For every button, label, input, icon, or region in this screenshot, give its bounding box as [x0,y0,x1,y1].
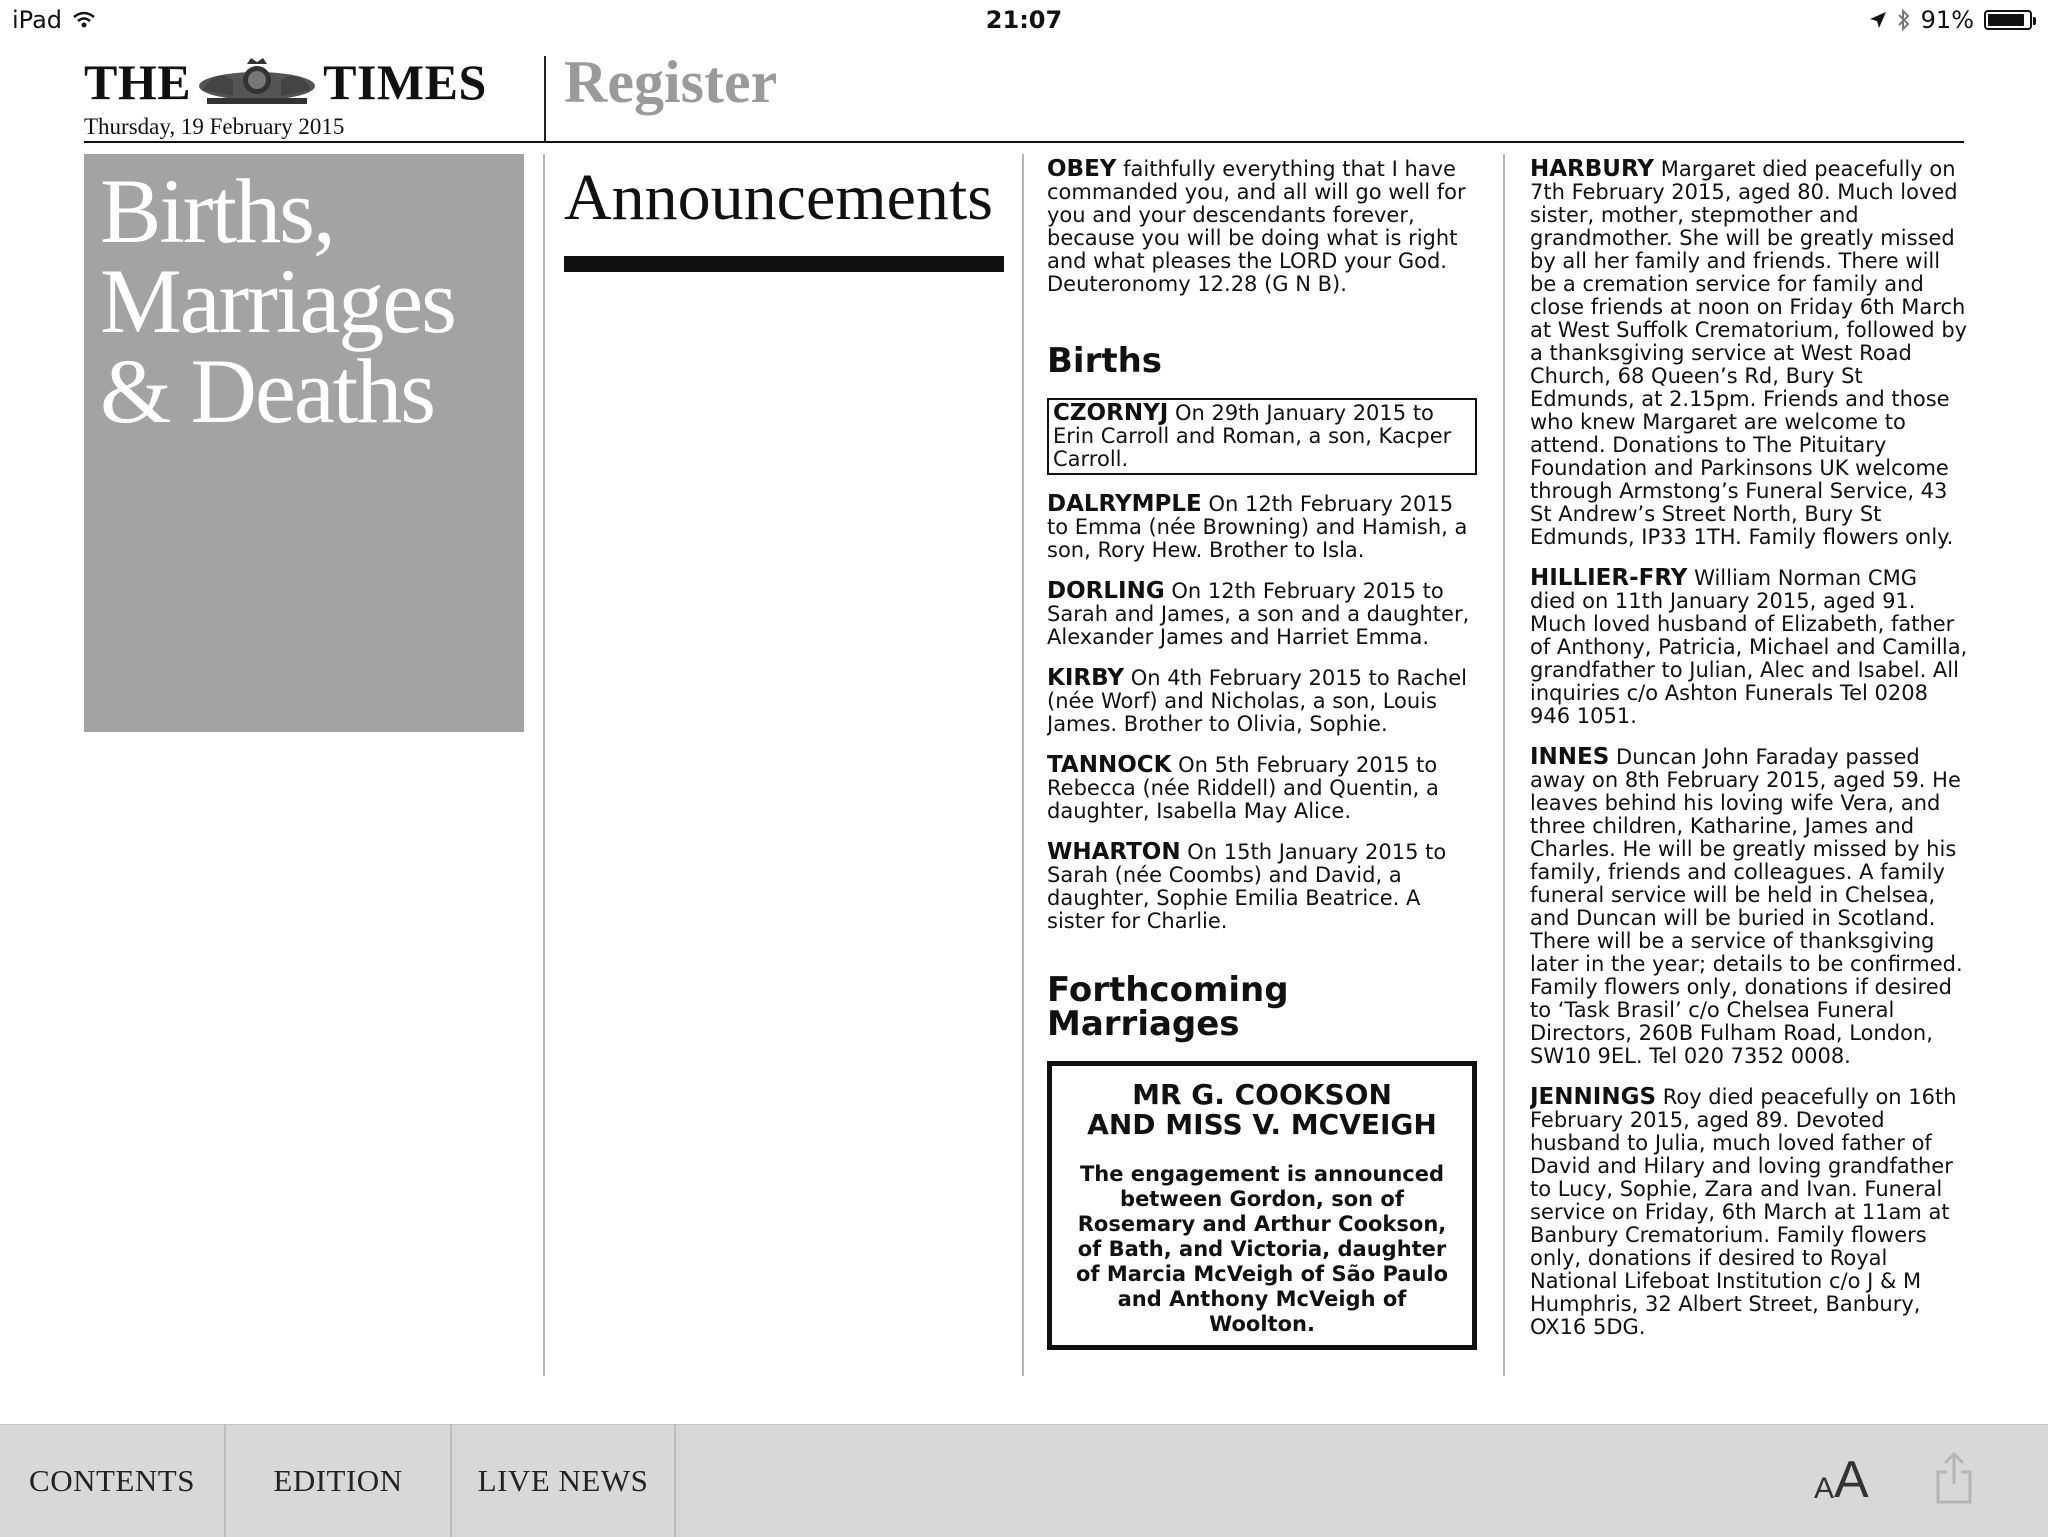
deaths-column[interactable] [1530,158,1968,1376]
battery-level [1988,14,2024,26]
live-news-tab[interactable]: LIVE NEWS [452,1425,676,1537]
birth-notice [1047,398,1477,475]
feature-title-line: Marriages [100,250,455,352]
birth-notice [1047,754,1477,823]
contents-tab[interactable]: CONTENTS [0,1425,226,1537]
notice-name: DORLING [1047,578,1165,604]
verse-notice [1047,158,1477,296]
section-title: Register [564,49,778,115]
column-divider [1503,154,1505,1376]
battery-icon [1984,10,2032,30]
notice-text: Roy died peacefully on 16th February 2015, aged 89. Devoted husband to Julia, much loved father of David and Hilary and loving grandfather to Lucy, Sophie, Zara and Ivan. Funeral service on Friday, 6th March at 11am at Banbury Crematorium. Family flowers only, donations if desired to Royal National Lifeboat Institution c/o J & M Humphris, 32 Albert Street, Banbury, OX16 5DG. [1530,1085,1957,1339]
royal-crest-icon [193,56,321,108]
notice-text: William Norman CMG died on 11th January 2015, aged 91. Much loved husband of Elizabeth, father of Anthony, Patricia, Michael and Camilla, grandfather to Julian, Alec and Isabel. All inquiries c/o Ashton Funerals Tel 0208 946 1051. [1530,566,1968,728]
share-icon[interactable] [1934,1450,1974,1506]
notice-text: Margaret died peacefully on 7th February 2015, aged 80. Much loved sister, mother, stepmother and grandmother. She will be greatly missed by all her family and friends. There will be a cremation service for family and close friends at noon on Friday 6th March at West Suffolk Crematorium, followed by a thanksgiving service at West Road Church, 68 Queen’s Rd, Bury St Edmunds, at 2.15pm. Friends and those who knew Margaret are welcome to attend. Donations to The Pituitary Foundation and Parkinsons UK welcome through Armstong’s Funeral Service, 43 St Andrew’s Street North, Bury St Edmunds, IP33 1TH. Family flowers only. [1530,158,1968,549]
birth-notice [1047,667,1477,736]
notice-text: On 5th February 2015 to Rebecca (née Riddell) and Quentin, a daughter, Isabella May Alice. [1047,753,1439,823]
logo-word-times: TIMES [323,54,487,110]
notice-name: OBEY [1047,158,1117,182]
bottom-toolbar [0,1424,2048,1537]
logo-word-the: THE [84,54,192,110]
masthead [84,56,487,140]
notice-name: JENNINGS [1530,1084,1657,1110]
column-divider [543,154,545,1376]
death-notice [1530,1086,1968,1339]
feature-panel [84,154,524,732]
times-logo[interactable] [84,56,487,108]
font-size-large-glyph: A [1834,1451,1869,1509]
notice-name: CZORNYJ [1053,400,1169,426]
notice-text: On 15th January 2015 to Sarah (née Coombs) and David, a daughter, Sophie Emilia Beatrice. A sister for Charlie. [1047,840,1447,933]
notice-text: On 12th February 2015 to Sarah and James, a son and a daughter, Alexander James and Harriet Emma. [1047,579,1470,649]
masthead-divider [544,56,546,142]
device-label: iPad [12,6,63,34]
notice-name: HARBURY [1530,158,1655,182]
engagement-names [1064,1080,1460,1140]
notice-name: KIRBY [1047,665,1125,691]
death-notice [1530,567,1968,728]
font-size-button[interactable] [1810,1448,1880,1508]
status-bar [0,0,2048,42]
font-size-small-glyph: A [1814,1472,1835,1505]
engagement-notice [1047,1061,1477,1350]
notice-text: Duncan John Faraday passed away on 8th February 2015, aged 59. He leaves behind his loving wife Vera, and three children, Katharine, James and Charles. He will be greatly missed by his family, friends and colleagues. A family funeral service will be held in Chelsea, and Duncan will be buried in Scotland. There will be a service of thanksgiving later in the year; details to be confirmed. Family flowers only, donations if desired to ‘Task Brasil’ c/o Chelsea Funeral Directors, 260B Fulham Road, London, SW10 9EL. Tel 020 7352 0008. [1530,745,1963,1068]
notice-name: TANNOCK [1047,752,1172,778]
header-rule [84,141,1964,143]
notice-name: INNES [1530,744,1610,770]
bluetooth-icon [1897,9,1911,31]
births-heading: Births [1047,341,1163,381]
edition-date: Thursday, 19 February 2015 [84,114,345,139]
announcements-heading: Announcements [564,161,993,234]
location-arrow-icon [1869,11,1887,29]
notice-name: HILLIER-FRY [1530,565,1688,591]
announcements-rule [564,256,1004,272]
birth-notice [1047,493,1477,562]
marriages-heading [1047,970,1477,1044]
notice-name: WHARTON [1047,839,1181,865]
engagement-text: The engagement is announced between Gordon, son of Rosemary and Arthur Cookson, of Bath, and Victoria, daughter of Marcia McVeigh of São Paulo and Anthony McVeigh of Woolton. [1075,1162,1449,1336]
notice-name: DALRYMPLE [1047,491,1202,517]
death-notice [1530,158,1968,549]
notice-text: On 12th February 2015 to Emma (née Browning) and Hamish, a son, Rory Hew. Brother to Isla. [1047,492,1468,562]
notice-text: On 4th February 2015 to Rachel (née Worf) and Nicholas, a son, Louis James. Brother to Olivia, Sophie. [1047,666,1468,736]
feature-title [100,160,455,442]
battery-percent: 91% [1920,6,1974,34]
engagement-line: AND MISS V. MCVEIGH [1087,1108,1437,1141]
edition-tab[interactable]: EDITION [226,1425,452,1537]
marriages-heading-line: Marriages [1047,1004,1240,1044]
column-divider [1022,154,1024,1376]
feature-title-line: & Deaths [100,340,435,442]
death-notice [1530,746,1968,1068]
notice-text: On 29th January 2015 to Erin Carroll and Roman, a son, Kacper Carroll. [1053,401,1452,471]
feature-title-line: Births, [100,160,334,262]
birth-notice [1047,841,1477,933]
births-marriages-column[interactable] [1047,158,1477,1376]
clock: 21:07 [985,6,1063,34]
notice-text: faithfully everything that I have commanded you, and all will go well for you and your descendants forever, because you will be doing what is right and what pleases the LORD your God. Deuteronomy 12.28 (G N B). [1047,158,1466,296]
engagement-line: MR G. COOKSON [1132,1078,1392,1111]
marriages-heading-line: Forthcoming [1047,970,1289,1010]
birth-notice [1047,580,1477,649]
